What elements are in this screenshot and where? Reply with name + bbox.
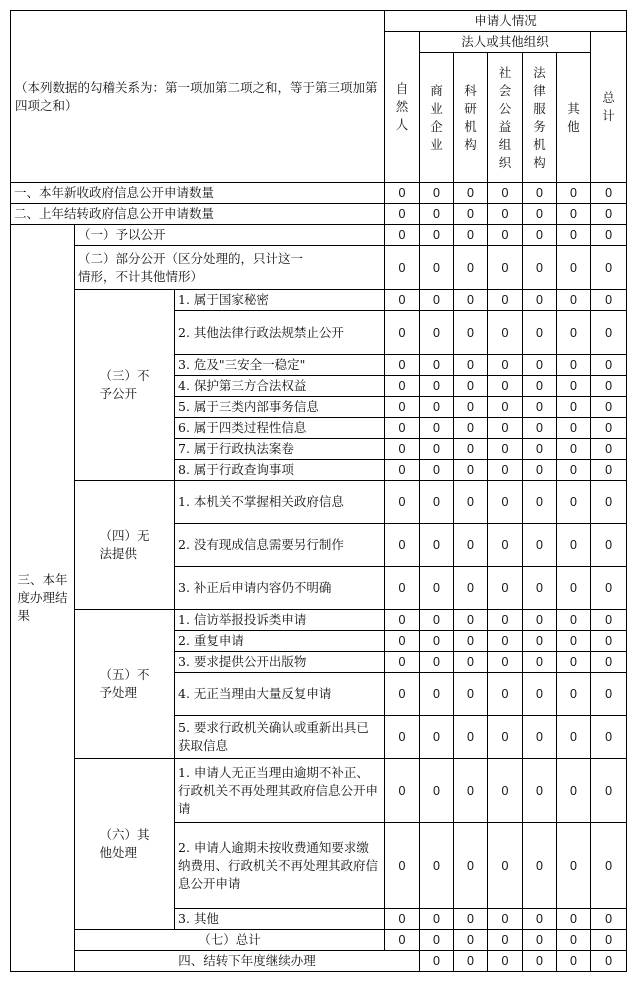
cell-value: 0 <box>385 610 420 631</box>
cell-value: 0 <box>488 355 523 376</box>
cell-value: 0 <box>591 951 627 972</box>
cell-value: 0 <box>523 524 557 567</box>
cell-value: 0 <box>523 930 557 951</box>
row-label: 1. 申请人无正当理由逾期不补正、行政机关不再处理其政府信息公开申请 <box>175 759 385 823</box>
cell-value: 0 <box>523 652 557 673</box>
cell-value: 0 <box>488 759 523 823</box>
cell-value: 0 <box>557 183 591 204</box>
cell-value: 0 <box>420 439 454 460</box>
cell-value: 0 <box>488 246 523 290</box>
cell-value: 0 <box>454 631 488 652</box>
cell-value: 0 <box>591 460 627 481</box>
cell-value: 0 <box>420 673 454 716</box>
group-label-unable-to-provide: （四）无法提供 <box>75 481 175 610</box>
col-legal-service-org: 法律服务机构 <box>523 53 557 183</box>
cell-value: 0 <box>420 951 454 972</box>
cell-value: 0 <box>488 631 523 652</box>
cell-value: 0 <box>523 439 557 460</box>
row-label: 4. 保护第三方合法权益 <box>175 376 385 397</box>
cell-value: 0 <box>420 355 454 376</box>
cell-value: 0 <box>523 376 557 397</box>
cell-value: 0 <box>591 439 627 460</box>
cell-value: 0 <box>454 716 488 759</box>
cell-value: 0 <box>523 204 557 225</box>
cell-value: 0 <box>523 951 557 972</box>
cell-value: 0 <box>488 673 523 716</box>
cell-value: 0 <box>591 204 627 225</box>
cell-value: 0 <box>523 823 557 909</box>
cell-value: 0 <box>523 290 557 311</box>
cell-value: 0 <box>557 481 591 524</box>
col-total: 总计 <box>591 32 627 183</box>
cell-value: 0 <box>523 418 557 439</box>
row-label: 2. 其他法律行政法规禁止公开 <box>175 311 385 355</box>
cell-value: 0 <box>454 610 488 631</box>
cell-value: 0 <box>488 225 523 246</box>
row-label: 3. 危及"三安全一稳定" <box>175 355 385 376</box>
cell-value: 0 <box>523 673 557 716</box>
row-label: 3. 其他 <box>175 909 385 930</box>
cell-value: 0 <box>557 759 591 823</box>
cell-value: 0 <box>420 460 454 481</box>
cell-value: 0 <box>488 460 523 481</box>
cell-value: 0 <box>385 823 420 909</box>
cell-value: 0 <box>488 481 523 524</box>
cell-value: 0 <box>385 759 420 823</box>
cell-value: 0 <box>591 376 627 397</box>
cell-value: 0 <box>420 311 454 355</box>
cell-value: 0 <box>557 716 591 759</box>
cell-value: 0 <box>420 716 454 759</box>
col-public-welfare-org: 社会公益组织 <box>488 53 523 183</box>
cell-value: 0 <box>557 397 591 418</box>
row-label: 四、结转下年度继续办理 <box>75 951 420 972</box>
row-label: 7. 属于行政执法案卷 <box>175 439 385 460</box>
cell-value: 0 <box>385 652 420 673</box>
cell-value: 0 <box>591 290 627 311</box>
cell-value: 0 <box>385 376 420 397</box>
row-label: 6. 属于四类过程性信息 <box>175 418 385 439</box>
cell-value: 0 <box>488 418 523 439</box>
cell-value: 0 <box>591 311 627 355</box>
cell-value: 0 <box>454 567 488 610</box>
table-row <box>11 481 627 524</box>
cell-value: 0 <box>523 355 557 376</box>
legal-entity-header: 法人或其他组织 <box>420 32 591 53</box>
cell-value: 0 <box>420 246 454 290</box>
cell-value: 0 <box>420 759 454 823</box>
cell-value: 0 <box>557 823 591 909</box>
cell-value: 0 <box>420 524 454 567</box>
cell-value: 0 <box>420 376 454 397</box>
table-row <box>11 930 627 951</box>
row-label: 8. 属于行政查询事项 <box>175 460 385 481</box>
cell-value: 0 <box>488 439 523 460</box>
cell-value: 0 <box>488 823 523 909</box>
cell-value: 0 <box>385 909 420 930</box>
cell-value: 0 <box>523 631 557 652</box>
cell-value: 0 <box>454 204 488 225</box>
cell-value: 0 <box>557 246 591 290</box>
cell-value: 0 <box>523 610 557 631</box>
cell-value: 0 <box>523 759 557 823</box>
cell-value: 0 <box>385 183 420 204</box>
cell-value: 0 <box>523 460 557 481</box>
cell-value: 0 <box>591 418 627 439</box>
cell-value: 0 <box>591 610 627 631</box>
cell-value: 0 <box>385 311 420 355</box>
report-table-container <box>10 10 627 972</box>
cell-value: 0 <box>557 951 591 972</box>
cell-value: 0 <box>523 397 557 418</box>
cell-value: 0 <box>385 673 420 716</box>
cell-value: 0 <box>591 524 627 567</box>
cell-value: 0 <box>454 930 488 951</box>
col-commercial-enterprise: 商业企业 <box>420 53 454 183</box>
cell-value: 0 <box>454 246 488 290</box>
cell-value: 0 <box>385 716 420 759</box>
row-label: 3. 要求提供公开出版物 <box>175 652 385 673</box>
cell-value: 0 <box>523 225 557 246</box>
cell-value: 0 <box>420 481 454 524</box>
cell-value: 0 <box>557 311 591 355</box>
cell-value: 0 <box>557 225 591 246</box>
table-row <box>11 951 627 972</box>
row-label: 2. 申请人逾期未按收费通知要求缴纳费用、行政机关不再处理其政府信息公开申请 <box>175 823 385 909</box>
cell-value: 0 <box>591 481 627 524</box>
cell-value: 0 <box>454 652 488 673</box>
cell-value: 0 <box>591 823 627 909</box>
cell-value: 0 <box>385 481 420 524</box>
cell-value: 0 <box>385 524 420 567</box>
cell-value: 0 <box>523 246 557 290</box>
cell-value: 0 <box>385 290 420 311</box>
cell-value: 0 <box>385 930 420 951</box>
cell-value: 0 <box>488 930 523 951</box>
row-label: （一）予以公开 <box>75 225 385 246</box>
cell-value: 0 <box>591 183 627 204</box>
group-label-not-processed: （五）不予处理 <box>75 610 175 759</box>
cell-value: 0 <box>420 652 454 673</box>
cell-value: 0 <box>385 204 420 225</box>
cell-value: 0 <box>454 290 488 311</box>
cell-value: 0 <box>420 631 454 652</box>
cell-value: 0 <box>454 376 488 397</box>
cell-value: 0 <box>488 652 523 673</box>
cell-value: 0 <box>420 225 454 246</box>
cell-value: 0 <box>488 610 523 631</box>
cell-value: 0 <box>523 481 557 524</box>
col-research-institution: 科研机构 <box>454 53 488 183</box>
cell-value: 0 <box>557 652 591 673</box>
cell-value: 0 <box>454 311 488 355</box>
cell-value: 0 <box>488 204 523 225</box>
cell-value: 0 <box>454 183 488 204</box>
cell-value: 0 <box>523 311 557 355</box>
cell-value: 0 <box>454 673 488 716</box>
cell-value: 0 <box>454 823 488 909</box>
cell-value: 0 <box>557 418 591 439</box>
cell-value: 0 <box>454 951 488 972</box>
cell-value: 0 <box>523 183 557 204</box>
row-label: 2. 重复申请 <box>175 631 385 652</box>
cell-value: 0 <box>420 930 454 951</box>
cell-value: 0 <box>591 759 627 823</box>
cell-value: 0 <box>557 610 591 631</box>
cell-value: 0 <box>385 418 420 439</box>
cell-value: 0 <box>420 567 454 610</box>
table-row <box>11 759 627 823</box>
cell-value: 0 <box>488 183 523 204</box>
row-label: 一、本年新收政府信息公开申请数量 <box>11 183 385 204</box>
cell-value: 0 <box>557 204 591 225</box>
col-other: 其他 <box>557 53 591 183</box>
cell-value: 0 <box>385 225 420 246</box>
cell-value: 0 <box>385 439 420 460</box>
cell-value: 0 <box>488 716 523 759</box>
row-label: 1. 本机关不掌握相关政府信息 <box>175 481 385 524</box>
row-label: 3. 补正后申请内容仍不明确 <box>175 567 385 610</box>
cell-value: 0 <box>591 652 627 673</box>
cell-value: 0 <box>488 567 523 610</box>
cell-value: 0 <box>420 823 454 909</box>
table-row <box>11 246 627 290</box>
row-label: 二、上年结转政府信息公开申请数量 <box>11 204 385 225</box>
cell-value: 0 <box>420 183 454 204</box>
cell-value: 0 <box>557 439 591 460</box>
cell-value: 0 <box>488 951 523 972</box>
information-disclosure-table <box>10 10 627 972</box>
section-three-label: 三、本年度办理结果 <box>11 225 75 972</box>
cell-value: 0 <box>420 610 454 631</box>
cell-value: 0 <box>385 246 420 290</box>
cell-value: 0 <box>557 355 591 376</box>
column-relationship-note: （本列数据的勾稽关系为：第一项加第二项之和，等于第三项加第四项之和） <box>11 11 385 183</box>
table-row <box>11 290 627 311</box>
cell-value: 0 <box>557 567 591 610</box>
cell-value: 0 <box>523 567 557 610</box>
cell-value: 0 <box>523 909 557 930</box>
cell-value: 0 <box>454 355 488 376</box>
table-row <box>11 204 627 225</box>
cell-value: 0 <box>420 290 454 311</box>
cell-value: 0 <box>385 397 420 418</box>
cell-value: 0 <box>420 909 454 930</box>
cell-value: 0 <box>420 204 454 225</box>
cell-value: 0 <box>557 290 591 311</box>
applicant-header: 申请人情况 <box>385 11 627 32</box>
cell-value: 0 <box>557 524 591 567</box>
cell-value: 0 <box>385 355 420 376</box>
cell-value: 0 <box>488 909 523 930</box>
row-label: 4. 无正当理由大量反复申请 <box>175 673 385 716</box>
table-row <box>11 225 627 246</box>
cell-value: 0 <box>557 631 591 652</box>
cell-value: 0 <box>557 460 591 481</box>
cell-value: 0 <box>488 311 523 355</box>
cell-value: 0 <box>454 524 488 567</box>
cell-value: 0 <box>454 909 488 930</box>
group-label-other-handling: （六）其他处理 <box>75 759 175 930</box>
cell-value: 0 <box>454 481 488 524</box>
cell-value: 0 <box>454 439 488 460</box>
cell-value: 0 <box>454 397 488 418</box>
cell-value: 0 <box>591 246 627 290</box>
cell-value: 0 <box>557 673 591 716</box>
cell-value: 0 <box>385 460 420 481</box>
cell-value: 0 <box>591 397 627 418</box>
cell-value: 0 <box>385 567 420 610</box>
cell-value: 0 <box>454 418 488 439</box>
cell-value: 0 <box>488 376 523 397</box>
cell-value: 0 <box>488 290 523 311</box>
cell-value: 0 <box>591 930 627 951</box>
cell-value: 0 <box>454 460 488 481</box>
row-label: （二）部分公开（区分处理的，只计这一情形，不计其他情形） <box>75 246 385 290</box>
row-label-grand-total: （七）总计 <box>75 930 385 951</box>
table-row <box>11 610 627 631</box>
cell-value: 0 <box>591 909 627 930</box>
cell-value: 0 <box>420 418 454 439</box>
row-label: 1. 属于国家秘密 <box>175 290 385 311</box>
cell-value: 0 <box>591 716 627 759</box>
cell-value: 0 <box>488 524 523 567</box>
cell-value: 0 <box>591 673 627 716</box>
cell-value: 0 <box>385 631 420 652</box>
group-label-withheld: （三）不予公开 <box>75 290 175 481</box>
cell-value: 0 <box>488 397 523 418</box>
cell-value: 0 <box>557 930 591 951</box>
row-label: 5. 要求行政机关确认或重新出具已获取信息 <box>175 716 385 759</box>
cell-value: 0 <box>591 225 627 246</box>
cell-value: 0 <box>523 716 557 759</box>
cell-value: 0 <box>591 567 627 610</box>
cell-value: 0 <box>557 376 591 397</box>
cell-value: 0 <box>591 355 627 376</box>
col-natural-person: 自然人 <box>385 32 420 183</box>
row-label: 5. 属于三类内部事务信息 <box>175 397 385 418</box>
cell-value: 0 <box>591 631 627 652</box>
row-label: 2. 没有现成信息需要另行制作 <box>175 524 385 567</box>
cell-value: 0 <box>454 225 488 246</box>
table-row <box>11 183 627 204</box>
cell-value: 0 <box>557 909 591 930</box>
cell-value: 0 <box>420 397 454 418</box>
cell-value: 0 <box>454 759 488 823</box>
row-label: 1. 信访举报投诉类申请 <box>175 610 385 631</box>
